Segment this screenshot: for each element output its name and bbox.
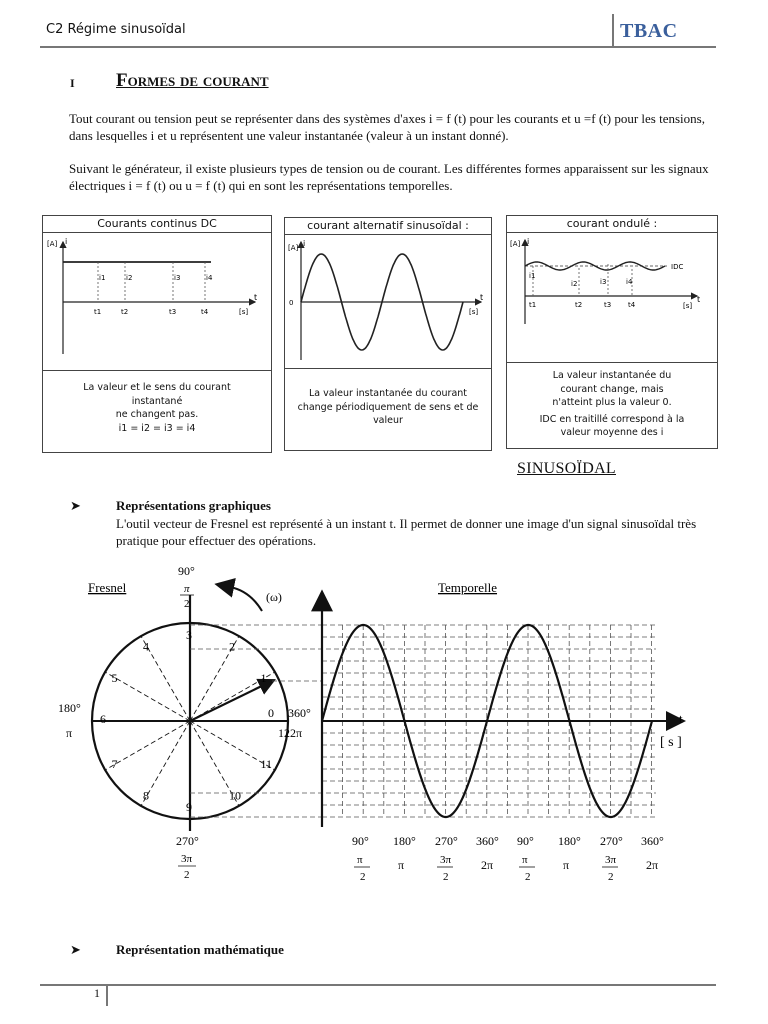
deg90-label: 90°: [178, 564, 195, 578]
clock-number: 11: [260, 757, 273, 771]
two-pi-label: 2π: [290, 726, 303, 740]
footer-divider: [106, 984, 108, 1006]
clock-number: 8: [143, 788, 149, 803]
ondule-i4-label: i4: [626, 278, 633, 286]
dc-graph: [43, 234, 271, 370]
ondule-idc-label: IDC: [671, 263, 684, 271]
ondule-box-title: courant ondulé :: [507, 216, 717, 233]
ondule-current-box: [506, 215, 718, 449]
dc-t1-label: t1: [94, 308, 102, 316]
header-divider: [612, 14, 614, 48]
ac-t-label: t: [480, 293, 484, 302]
fresnel-spoke: [105, 721, 190, 770]
dc-desc-line3: ne changent pas.: [115, 409, 199, 420]
clock-number: 4: [143, 639, 149, 654]
x-tick-radian: π: [357, 854, 363, 866]
ondule-i1-label: i1: [529, 272, 536, 280]
x-tick-radian-den: 2: [608, 871, 614, 883]
maths-title: Représentation mathématique: [116, 942, 284, 957]
dc-box-description: [43, 370, 271, 452]
rotation-arrow-icon: [230, 587, 262, 611]
clock-number: 9: [186, 800, 192, 814]
x-tick-degree: 270°: [435, 834, 458, 848]
dc-s-label: [s]: [239, 308, 249, 316]
dc-t3-label: t3: [169, 308, 177, 316]
ondule-box-description: [507, 362, 717, 448]
section-title: Formes de courant: [116, 70, 269, 91]
dc-equation: i1 = i2 = i3 = i4: [118, 422, 196, 434]
fresnel-spoke: [105, 672, 190, 721]
ondule-desc-line5: valeur moyenne des i: [560, 427, 664, 438]
x-tick-degree: 90°: [517, 834, 534, 848]
graphiques-text: L'outil vecteur de Fresnel est représenté à un instant t. Il permet de donner une image d'un signal sinusoïdal très pratique pour effectuer des opérations.: [116, 516, 697, 548]
three-pi-den: 2: [184, 869, 190, 881]
fresnel-temporal-figure: [0, 555, 768, 895]
dc-box-title: Courants continus DC: [43, 216, 271, 233]
ac-current-box: [284, 217, 492, 451]
x-tick-degree: 90°: [352, 834, 369, 848]
ac-box-title: courant alternatif sinusoïdal :: [285, 218, 491, 235]
t-axis-label: t: [679, 711, 683, 726]
clock-number: 3: [186, 628, 192, 642]
x-tick-radian-den: 2: [360, 871, 366, 883]
pi-half-den: 2: [184, 598, 190, 610]
ondule-desc-line1: La valeur instantanée du: [552, 370, 672, 381]
ac-desc-line3: valeur: [373, 415, 403, 426]
header-rule: [40, 46, 716, 48]
clock-number: 6: [100, 712, 106, 726]
ondule-t4-label: t4: [628, 301, 636, 309]
chapter-title: C2 Régime sinusoïdal: [46, 22, 186, 37]
dc-i4-label: i4: [206, 274, 213, 282]
page-number: 1: [94, 986, 100, 1000]
deg0-label: 0: [268, 706, 274, 720]
ac-unit-label: [A]: [288, 244, 299, 252]
clock-number: 1: [260, 671, 267, 685]
clock-number: 10: [229, 788, 241, 803]
fresnel-label: Fresnel: [88, 580, 127, 595]
omega-label: (ω): [266, 590, 282, 604]
dc-t2-label: t2: [121, 308, 129, 316]
x-tick-degree: 180°: [558, 834, 581, 848]
ondule-desc-line4: IDC en traitillé correspond à la: [539, 413, 685, 425]
x-tick-radian: 2π: [646, 858, 659, 872]
x-tick-radian: 3π: [440, 854, 452, 866]
ondule-desc-line2: courant change, mais: [560, 383, 664, 395]
x-tick-radian-den: 2: [443, 871, 449, 883]
x-tick-radian: π: [398, 858, 405, 872]
ac-zero-label: 0: [289, 299, 294, 307]
ondule-t1-label: t1: [529, 301, 537, 309]
x-tick-degree: 270°: [600, 834, 623, 848]
sinusoidal-heading: SINUSOÏDAL: [517, 460, 616, 477]
paragraph-intro: Tout courant ou tension peut se représenter dans des systèmes d'axes i = f (t) pour les courants et u =f (t) pour les tensions, dans lesquelles i et u représentent une valeur instantanée (valeur à un instant donné).: [69, 111, 705, 143]
ac-graph: [285, 236, 491, 368]
x-tick-radian: 2π: [481, 858, 494, 872]
graphiques-title: Représentations graphiques: [116, 498, 271, 513]
footer-rule: [40, 984, 716, 986]
dc-i1-label: i1: [99, 274, 106, 282]
dc-t4-label: t4: [201, 308, 209, 316]
fresnel-vector: [190, 681, 272, 721]
ondule-i-label: i: [527, 237, 530, 246]
ac-box-description: [285, 368, 491, 450]
dc-i3-label: i3: [174, 274, 181, 282]
x-tick-degree: 180°: [393, 834, 416, 848]
x-tick-radian: π: [522, 854, 528, 866]
bullet-arrow-icon: ➤: [70, 942, 81, 957]
pi-label: π: [66, 726, 73, 740]
clock-number: 2: [229, 639, 235, 654]
paragraph-generator: Suivant le générateur, il existe plusieurs types de tension ou de courant. Les différentes formes apparaissent sur les signaux électriques i = f (t) ou u = f (t) qui en sont les représentations temporelles.: [69, 161, 709, 193]
ac-i-label: i: [303, 239, 306, 248]
dc-t-label: t: [254, 293, 258, 302]
x-tick-radian: 3π: [605, 854, 617, 866]
x-tick-degree: 360°: [476, 834, 499, 848]
x-tick-degree: 360°: [641, 834, 664, 848]
bullet-arrow-icon: ➤: [70, 498, 81, 513]
dc-current-box: [42, 215, 272, 453]
ondule-t3-label: t3: [604, 301, 612, 309]
clock-number: 5: [111, 671, 118, 685]
ondule-unit-label: [A]: [510, 240, 521, 248]
ondule-t-label: t: [697, 295, 701, 304]
ac-s-label: [s]: [469, 308, 479, 316]
ondule-s-label: [s]: [683, 302, 693, 310]
clock-number: 7: [111, 757, 118, 771]
dc-desc-line2: instantané: [131, 395, 183, 407]
dc-i2-label: i2: [126, 274, 133, 282]
ondule-i3-label: i3: [600, 278, 607, 286]
three-pi-num: 3π: [181, 853, 193, 865]
dc-i-label: i: [65, 237, 68, 246]
temporelle-label: Temporelle: [438, 580, 498, 595]
ac-desc-line1: La valeur instantanée du courant: [308, 388, 468, 399]
ondule-i2-label: i2: [571, 280, 578, 288]
ac-desc-line2: change périodiquement de sens et de: [297, 401, 479, 413]
pi-half-num: π: [184, 583, 190, 595]
dc-desc-line1: La valeur et le sens du courant: [83, 382, 231, 393]
ondule-desc-line3: n'atteint plus la valeur 0.: [552, 397, 672, 408]
deg270-label: 270°: [176, 834, 199, 848]
brand-label: TBAC: [620, 20, 678, 42]
clock-number: 12: [278, 726, 290, 740]
x-tick-radian-den: 2: [525, 871, 531, 883]
deg180-label: 180°: [58, 701, 81, 715]
ondule-t2-label: t2: [575, 301, 583, 309]
section-number: I: [70, 76, 75, 90]
deg360-label: 360°: [288, 706, 311, 720]
dc-unit-label: [A]: [47, 240, 58, 248]
ondule-graph: [507, 234, 717, 362]
x-tick-radian: π: [563, 858, 570, 872]
s-unit-label: [ s ]: [660, 735, 682, 750]
